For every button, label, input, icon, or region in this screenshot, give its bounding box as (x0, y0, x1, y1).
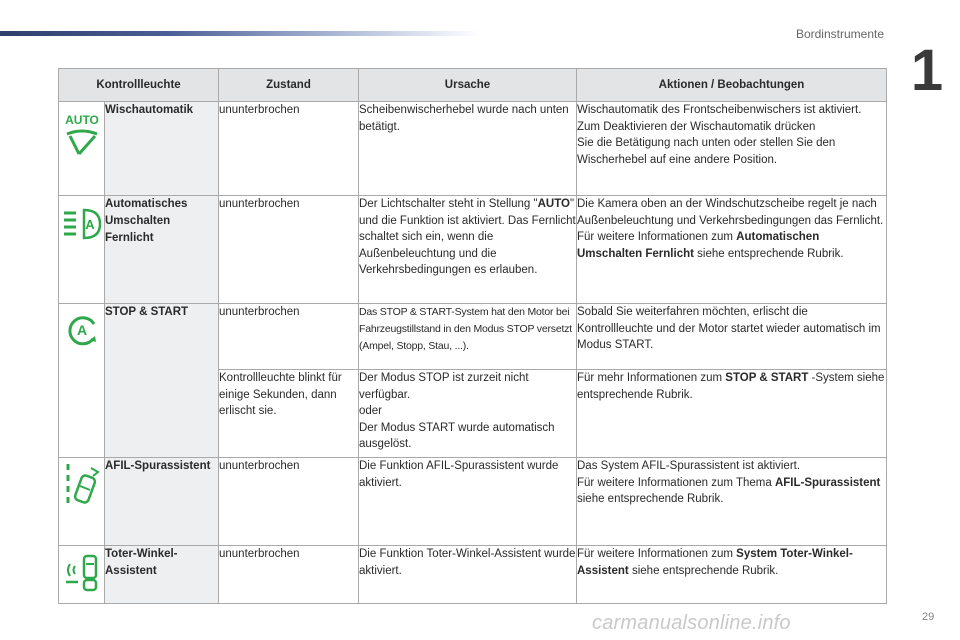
state-text: ununterbrochen (219, 304, 359, 370)
action-line (577, 475, 886, 508)
action-text-part: Für mehr Informationen zum (577, 372, 726, 384)
warning-lights-table (58, 68, 887, 604)
action-text-bold: System Toter-Winkel-Assistent (577, 548, 853, 577)
state-text: ununterbrochen (219, 546, 359, 604)
light-name: Wischautomatik (105, 102, 219, 196)
action-text-part: Für weitere Informationen zum Thema (577, 476, 775, 489)
action-line: Zum Deaktivieren der Wischautomatik drücken (577, 120, 816, 133)
action-text (577, 196, 887, 304)
action-line: Wischautomatik des Frontscheibenwischers ist aktiviert. (577, 104, 862, 116)
light-name: AFIL-Spurassistent (105, 458, 219, 546)
table-row (59, 304, 887, 370)
cause-text-part: " und die Funktion ist aktiviert. Das Fernlicht schaltet sich ein, wenn die Außenbeleuchtung und die Verkehrsbedingungen es erlauben. (359, 198, 576, 276)
action-text-part: siehe entsprechende Rubrik. (577, 493, 724, 505)
action-line: Die Kamera oben an der Windschutzscheibe regelt je nach Außenbeleuchtung und Verkehrsbedingungen das Fernlicht. (577, 198, 884, 227)
icon-cell (59, 102, 105, 196)
state-text: Kontrollleuchte blinkt für einige Sekunden, dann erlischt sie. (219, 370, 359, 458)
state-text: ununterbrochen (219, 102, 359, 196)
cause-line: oder (359, 405, 383, 417)
chapter-number: 1 (910, 38, 944, 103)
cause-text-bold: AUTO (537, 198, 570, 210)
action-text (577, 102, 887, 196)
state-text: ununterbrochen (219, 196, 359, 304)
icon-cell (59, 546, 105, 604)
action-text-part: Für weitere Informationen zum (577, 231, 737, 243)
column-header-cause: Ursache (359, 69, 577, 102)
action-line: Sie die Betätigung nach unten oder stellen Sie den Wischerhebel auf eine andere Position. (577, 137, 836, 166)
light-name: STOP & START (105, 304, 219, 458)
cause-text-part: Der Lichtschalter steht in Stellung " (359, 198, 538, 210)
lane-departure-icon (62, 462, 102, 506)
column-header-action: Aktionen / Beobachtungen (577, 69, 887, 102)
cause-text-small: Das STOP & START-System hat den Motor bei Fahrzeugstillstand in den Modus STOP versetzt (Ampel, Stopp, Stau, ...). (359, 306, 572, 352)
column-header-state: Zustand (219, 69, 359, 102)
light-name: Automatisches Umschalten Fernlicht (105, 196, 219, 304)
cause-line: Der Modus STOP ist zurzeit nicht verfügbar. (359, 372, 529, 401)
action-text (577, 546, 887, 604)
action-text-bold: STOP & START (725, 372, 809, 384)
stop-start-icon (64, 312, 100, 348)
watermark: carmanualsonline.info (592, 612, 791, 634)
icon-cell (59, 196, 105, 304)
table-header-row (59, 69, 887, 102)
table-row (59, 196, 887, 304)
action-text-bold: AFIL-Spurassistent (774, 476, 881, 489)
action-line: Das System AFIL-Spurassistent ist aktiviert. (577, 460, 801, 472)
icon-cell (59, 458, 105, 546)
action-line (577, 229, 886, 262)
wiper-auto-icon-label: AUTO (64, 113, 99, 127)
auto-high-beam-icon (62, 208, 102, 240)
state-text: ununterbrochen (219, 458, 359, 546)
cause-text (359, 370, 577, 458)
action-text-part: -System siehe entsprechende Rubrik. (577, 372, 885, 401)
action-text: Sobald Sie weiterfahren möchten, erlischt die Kontrollleuchte und der Motor startet wieder automatisch im Modus START. (577, 304, 887, 370)
table-row (59, 102, 887, 196)
action-text-part: siehe entsprechende Rubrik. (693, 247, 844, 260)
light-name: Toter-Winkel-Assistent (105, 546, 219, 604)
action-text-bold: Automatischen Umschalten Fernlicht (577, 231, 820, 260)
header-accent-bar (0, 31, 480, 36)
column-header-light: Kontrollleuchte (59, 69, 219, 102)
table-row (59, 546, 887, 604)
action-text-part: siehe entsprechende Rubrik. (628, 564, 779, 577)
table-row (59, 458, 887, 546)
section-title: Bordinstrumente (795, 27, 884, 41)
cause-text (359, 304, 577, 370)
action-text (577, 458, 887, 546)
cause-line: Der Modus START wurde automatisch ausgelöst. (359, 421, 555, 450)
icon-cell (59, 304, 105, 458)
wiper-auto-icon (62, 108, 102, 160)
action-text-part: Für weitere Informationen zum (577, 548, 737, 560)
page-number: 29 (922, 611, 935, 623)
cause-text: Die Funktion AFIL-Spurassistent wurde aktiviert. (359, 458, 577, 546)
action-text (577, 370, 887, 458)
cause-text: Die Funktion Toter-Winkel-Assistent wurde aktiviert. (359, 546, 577, 604)
svg-text:A: A (84, 217, 95, 232)
cause-text (359, 196, 577, 304)
cause-text: Scheibenwischerhebel wurde nach unten betätigt. (359, 102, 577, 196)
blind-spot-icon (62, 552, 102, 592)
svg-text:A: A (76, 322, 87, 338)
